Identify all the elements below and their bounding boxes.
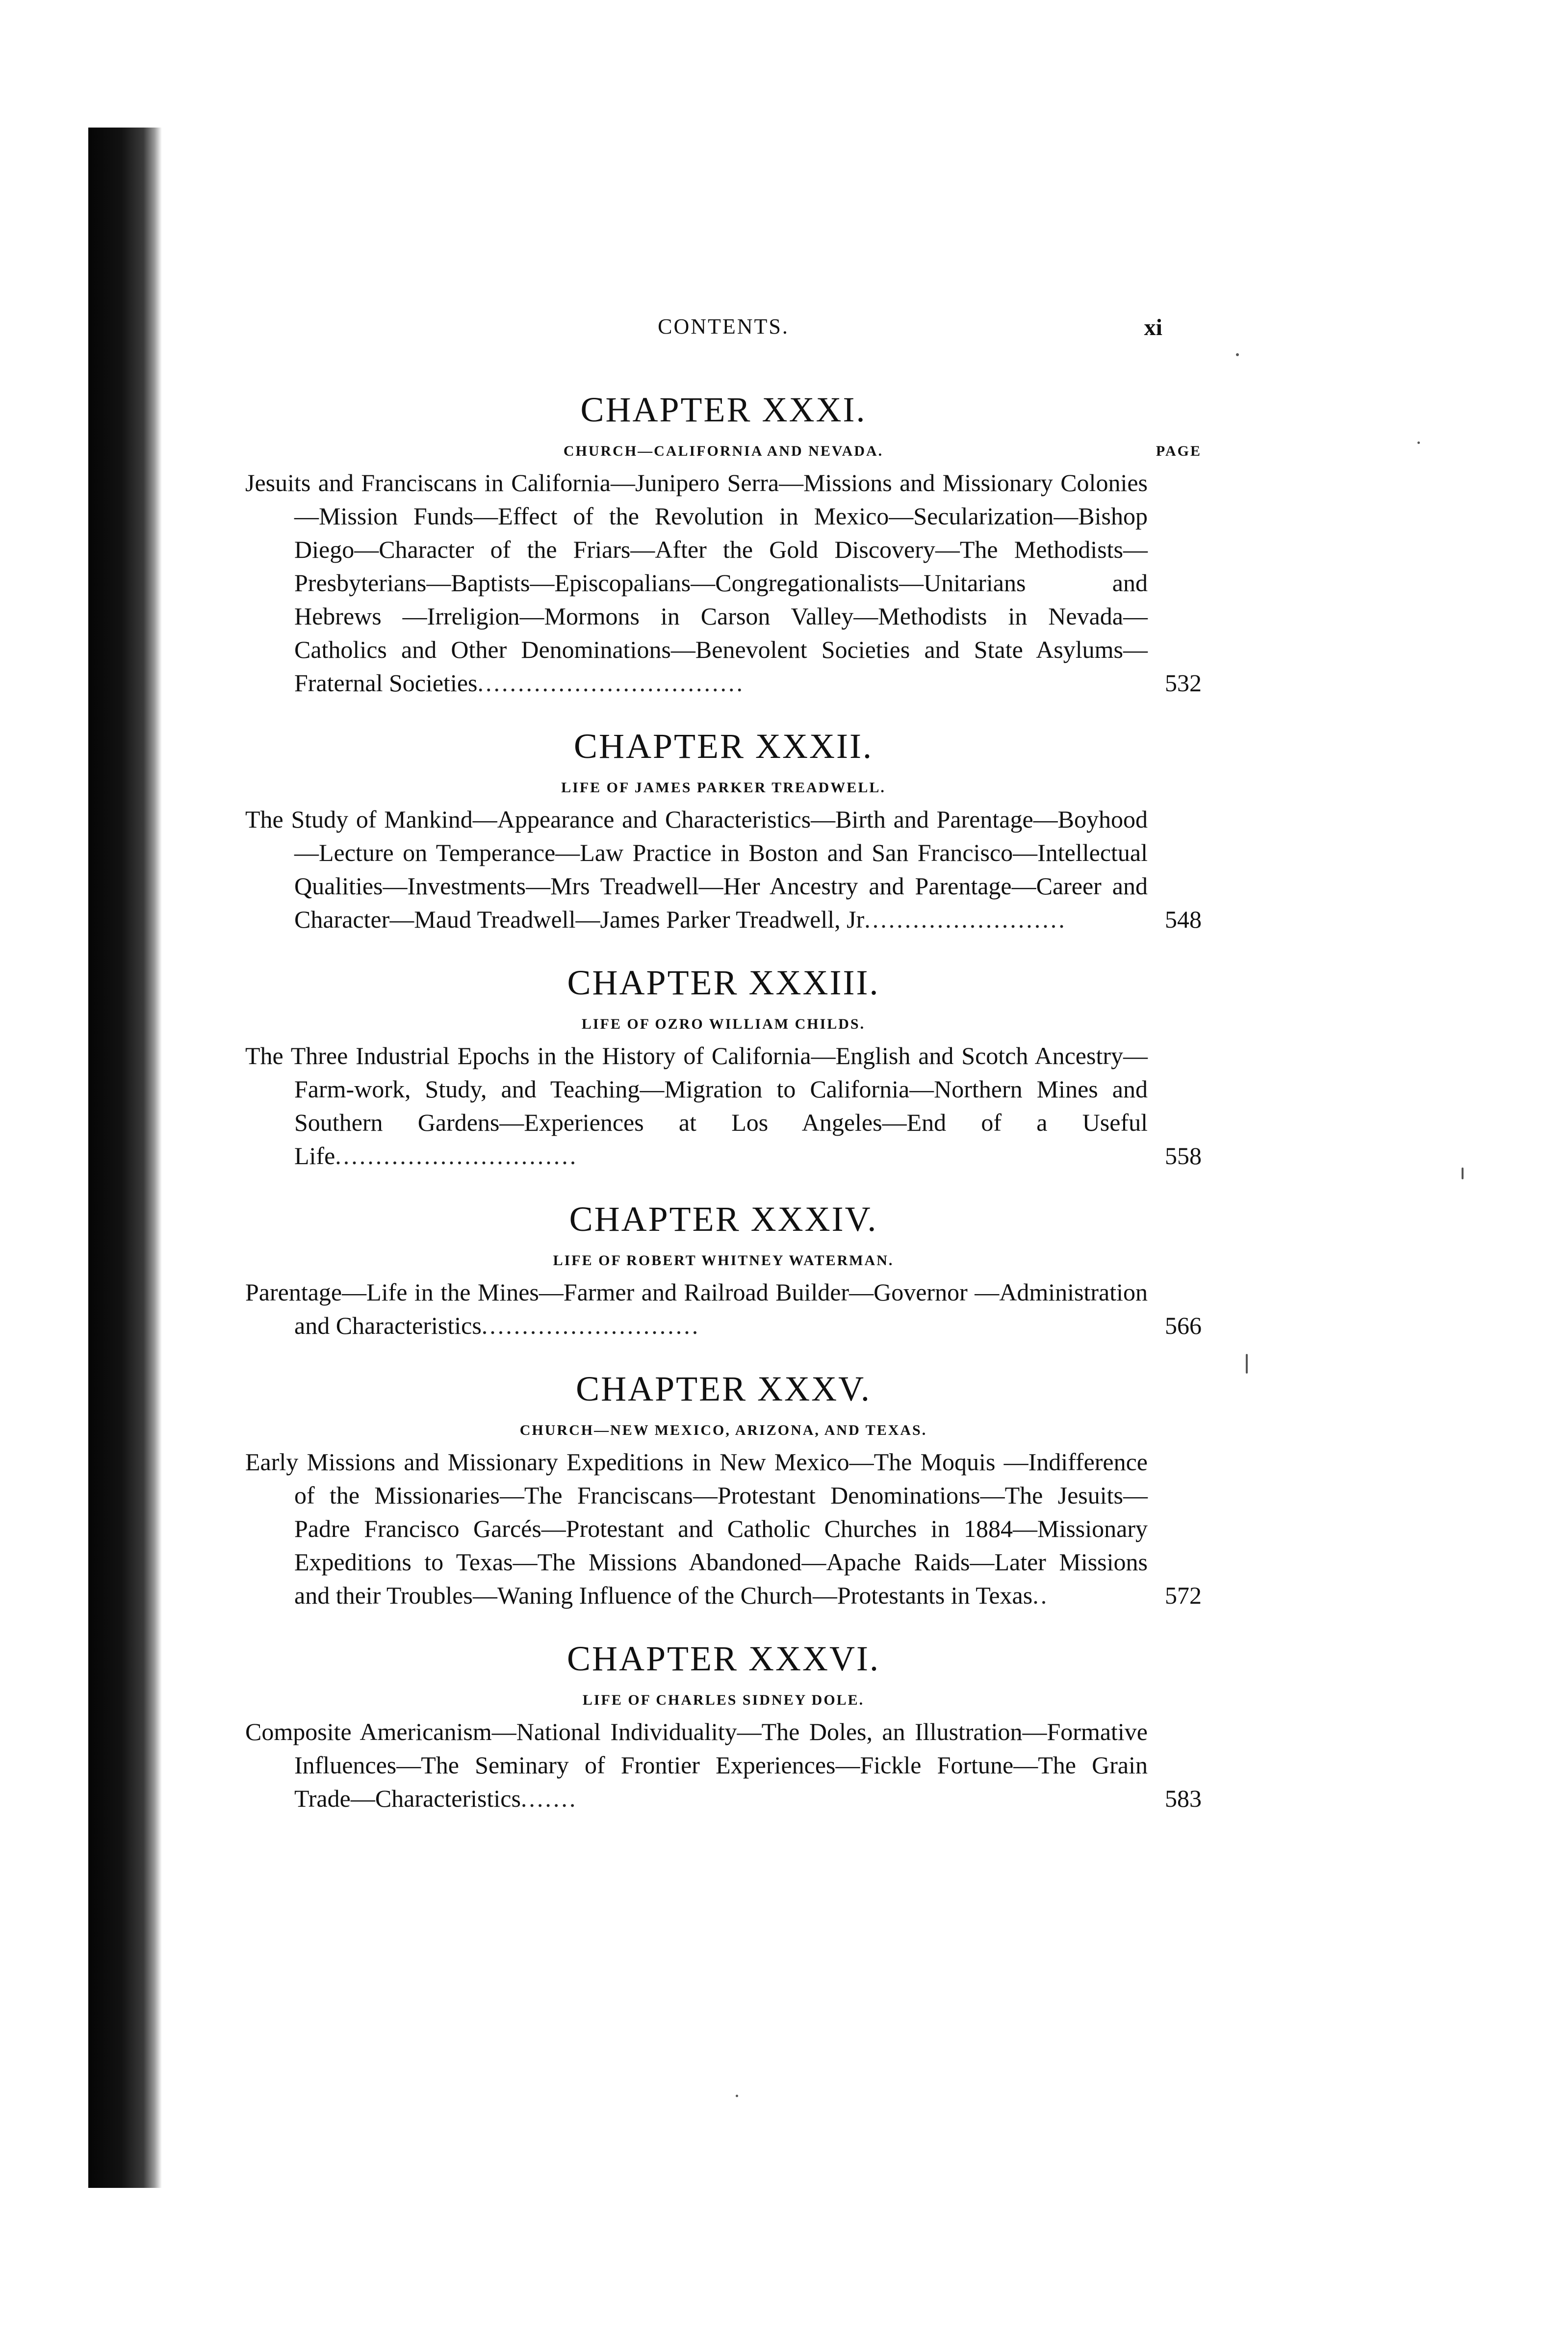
scan-speck xyxy=(1462,1168,1464,1179)
chapter-subtitle xyxy=(245,437,1202,466)
chapter-summary xyxy=(245,1715,1148,1815)
chapter-subtitle: CHURCH—NEW MEXICO, ARIZONA, AND TEXAS. xyxy=(519,1422,927,1438)
scan-speck xyxy=(1246,1354,1248,1374)
chapter-summary-text: Jesuits and Franciscans in California—Junipero Serra—Missions and Missionary Colonies—Mission Funds—Effect of the Revolution in Mexico—Secularization—Bishop Diego—Character of the Friars—After the Gold Discovery—The Methodists—Presbyterians—Baptists—Episcopalians—Congregationalists—Unitarians and Hebrews —Irreligion—Mormons in Carson Valley—Methodists in Nevada—Catholics and Other Denominations—Benevolent Societies and State Asylums—Fraternal Societies xyxy=(245,469,1148,697)
binding-edge-shadow xyxy=(88,128,162,2188)
running-head-title: CONTENTS. xyxy=(658,314,789,338)
chapter-entry xyxy=(245,383,1202,700)
chapter-number: CHAPTER XXXV. xyxy=(576,1369,871,1408)
chapter-summary-text: Composite Americanism—National Individuality—The Doles, an Illustration—Formative Influences—The Seminary of Frontier Experiences—Fickle Fortune—The Grain Trade—Characteristics xyxy=(245,1718,1148,1812)
scan-speck xyxy=(736,2095,738,2097)
running-head-page-number: xi xyxy=(1144,314,1162,340)
dot-leader: .............................. xyxy=(335,1142,578,1169)
dot-leader: ................................. xyxy=(477,669,745,697)
chapter-summary-row xyxy=(245,803,1202,936)
contents-page xyxy=(245,0,1202,2338)
chapter-entry xyxy=(245,1632,1202,1815)
chapter-entry xyxy=(245,719,1202,936)
chapter-page-number: 558 xyxy=(1165,1142,1202,1169)
dot-leader: ........................... xyxy=(481,1312,700,1339)
chapter-summary-row xyxy=(245,1039,1202,1172)
page-column-label: PAGE xyxy=(1156,443,1202,459)
running-head xyxy=(245,314,1202,353)
chapter-number: CHAPTER XXXII. xyxy=(574,727,873,766)
chapter-subtitle: LIFE OF ROBERT WHITNEY WATERMAN. xyxy=(553,1252,894,1269)
chapter-summary xyxy=(245,466,1148,700)
chapter-page-number: 572 xyxy=(1165,1582,1202,1609)
chapter-number: CHAPTER XXXIV. xyxy=(569,1199,878,1239)
chapter-summary xyxy=(245,1039,1148,1172)
chapter-subtitle: LIFE OF JAMES PARKER TREADWELL. xyxy=(561,779,886,796)
chapter-page-number: 566 xyxy=(1165,1312,1202,1339)
chapter-page-number: 548 xyxy=(1165,906,1202,933)
chapter-subtitle: LIFE OF CHARLES SIDNEY DOLE. xyxy=(582,1692,865,1708)
chapter-entry xyxy=(245,956,1202,1172)
chapter-summary-text: Early Missions and Missionary Expeditions in New Mexico—The Moquis —Indifference of the Missionaries—The Franciscans—Protestant Denominations—The Jesuits—Padre Francisco Garcés—Protestant and Catholic Churches in 1884—Missionary Expeditions to Texas—The Missions Abandoned—Apache Raids—Later Missions and their Troubles—Waning Influence of the Church—Protestants in Texas xyxy=(245,1448,1148,1609)
chapter-page-number: 583 xyxy=(1165,1785,1202,1812)
chapter-number: CHAPTER XXXVI. xyxy=(566,1639,880,1678)
chapter-list xyxy=(245,383,1202,1835)
chapter-summary xyxy=(245,1275,1148,1342)
dot-leader: ......................... xyxy=(864,906,1067,933)
chapter-summary xyxy=(245,803,1148,936)
chapter-summary-row xyxy=(245,466,1202,700)
chapter-summary xyxy=(245,1445,1148,1612)
chapter-summary-text: Parentage—Life in the Mines—Farmer and Railroad Builder—Governor —Administration and Characteristics xyxy=(245,1278,1148,1339)
scan-speck xyxy=(1417,442,1420,444)
chapter-summary-row xyxy=(245,1445,1202,1612)
chapter-summary-row xyxy=(245,1275,1202,1342)
chapter-subtitle: LIFE OF OZRO WILLIAM CHILDS. xyxy=(581,1016,866,1032)
chapter-summary-text: The Three Industrial Epochs in the History of California—English and Scotch Ancestry—Farm-work, Study, and Teaching—Migration to California—Northern Mines and Southern Gardens—Experiences at Los Angeles—End of a Useful Life xyxy=(245,1042,1148,1169)
chapter-summary-row xyxy=(245,1715,1202,1815)
chapter-entry xyxy=(245,1192,1202,1342)
dot-leader: .. xyxy=(1032,1582,1049,1609)
chapter-number: CHAPTER XXXIII. xyxy=(567,963,880,1002)
chapter-subtitle-text: CHURCH—CALIFORNIA AND NEVADA. xyxy=(563,443,884,459)
dot-leader: ....... xyxy=(520,1785,578,1812)
chapter-entry xyxy=(245,1362,1202,1612)
scan-speck xyxy=(1236,353,1239,356)
chapter-number: CHAPTER XXXI. xyxy=(580,390,867,429)
chapter-summary-text: The Study of Mankind—Appearance and Characteristics—Birth and Parentage—Boyhood—Lecture on Temperance—Law Practice in Boston and San Francisco—Intellectual Qualities—Investments—Mrs Treadwell—Her Ancestry and Parentage—Career and Character—Maud Treadwell—James Parker Treadwell, Jr xyxy=(245,805,1148,933)
chapter-page-number: 532 xyxy=(1165,669,1202,697)
